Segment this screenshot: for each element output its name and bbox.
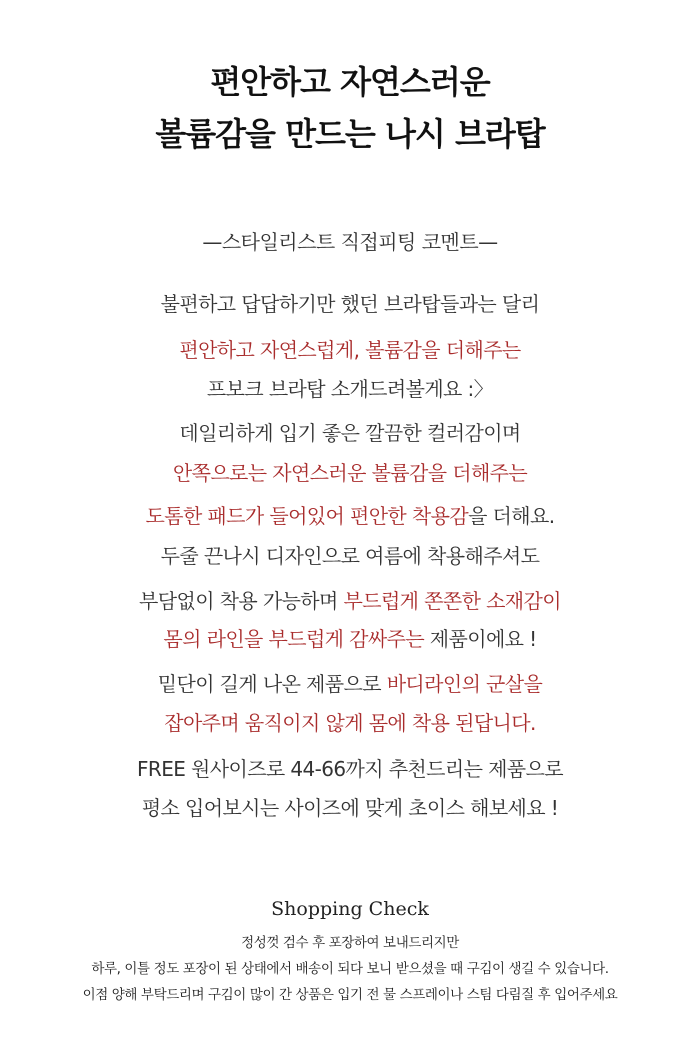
comment-highlight: 몸의 라인을 부드럽게 감싸주는 (163, 627, 425, 651)
comment-line-8 (0, 587, 700, 615)
comment-text: 평소 입어보시는 사이즈에 맞게 초이스 해보세요 ! (141, 796, 559, 820)
comment-line-11 (0, 709, 700, 737)
comment-text: 제품이에요 ! (424, 627, 537, 651)
shopping-check-note-2: 하루, 이틀 정도 포장이 된 상태에서 배송이 되다 보니 받으셨을 때 구김이 생길 수 있습니다. (91, 961, 609, 977)
comment-line-12 (0, 755, 700, 783)
comment-line-7 (0, 542, 700, 570)
comment-text: 밑단이 길게 나온 제품으로 (157, 672, 387, 696)
shopping-check-note-1: 정성껏 검수 후 포장하여 보내드리지만 (241, 935, 459, 951)
comment-line-1 (0, 290, 700, 318)
comment-highlight: 도톰한 패드가 들어있어 편안한 착용감 (145, 504, 469, 528)
comment-line-6 (0, 502, 700, 530)
shopping-check-title: Shopping Check (271, 898, 429, 920)
comment-highlight: 부드럽게 쫀쫀한 소재감이 (343, 589, 561, 613)
stylist-comment-subtitle: —스타일리스트 직접피팅 코멘트— (202, 230, 498, 254)
comment-highlight: 잡아주며 움직이지 않게 몸에 착용 된답니다. (164, 711, 536, 735)
comment-text: 부담없이 착용 가능하며 (139, 589, 344, 613)
comment-line-2 (0, 336, 700, 364)
headline-line-2: 볼륨감을 만드는 나시 브라탑 (155, 115, 545, 153)
comment-line-13 (0, 794, 700, 822)
comment-text: FREE 원사이즈로 44-66까지 추천드리는 제품으로 (137, 757, 563, 781)
comment-line-4 (0, 419, 700, 447)
headline-line-1: 편안하고 자연스러운 (210, 63, 490, 101)
comment-highlight: 바디라인의 군살을 (386, 672, 543, 696)
comment-line-10 (0, 670, 700, 698)
comment-text: 프보크 브라탑 소개드려볼게요 :〉 (206, 377, 494, 401)
comment-text: 불편하고 답답하기만 했던 브라탑들과는 달리 (160, 292, 540, 316)
comment-text: 데일리하게 입기 좋은 깔끔한 컬러감이며 (179, 421, 521, 445)
comment-line-3 (0, 375, 700, 403)
comment-line-5 (0, 459, 700, 487)
comment-highlight: 안쪽으로는 자연스러운 볼륨감을 더해주는 (172, 461, 528, 485)
shopping-check-note-3: 이점 양해 부탁드리며 구김이 많이 간 상품은 입기 전 물 스프레이나 스팀 다림질 후 입어주세요 (82, 987, 618, 1003)
comment-text: 을 더해요. (468, 504, 555, 528)
comment-text: 두줄 끈나시 디자인으로 여름에 착용해주셔도 (160, 544, 540, 568)
comment-highlight: 편안하고 자연스럽게, 볼륨감을 더해주는 (179, 338, 521, 362)
comment-line-9 (0, 625, 700, 653)
